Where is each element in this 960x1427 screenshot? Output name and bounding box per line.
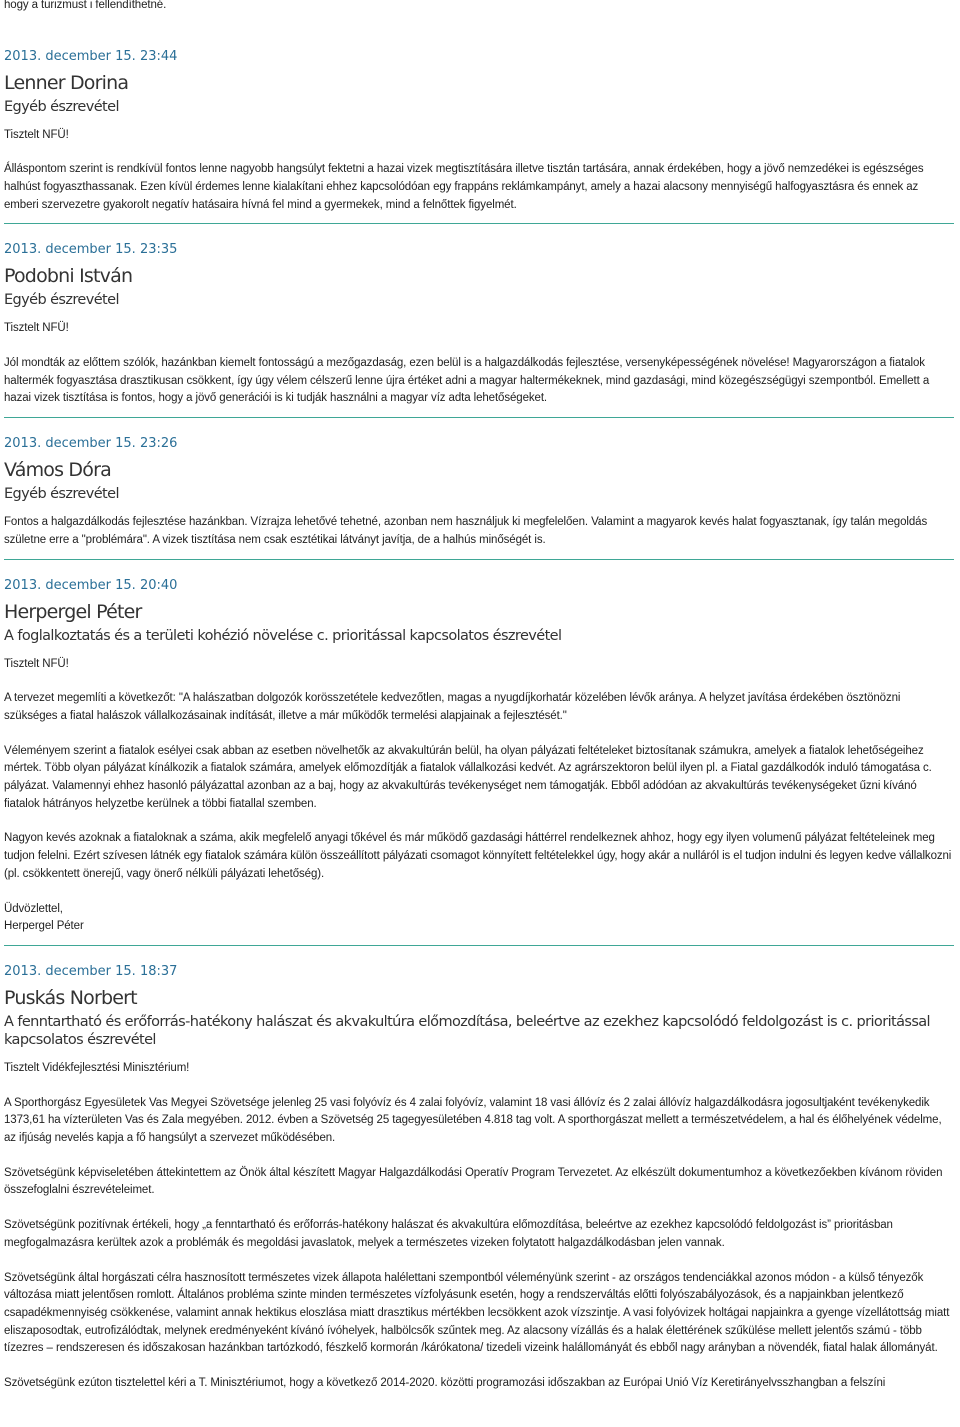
comment-paragraph: Álláspontom szerint is rendkívül fontos lenne nagyobb hangsúlyt fektetni a hazai vizek megtisztítására illetve tisztán tartására, annak érdekében, hogy a jövő nemzedékei is egészséges halhúst fogyaszthassanak. Ezen kívül érdemes lenne kialakítani ehhez kapcsolódóan egy frappáns reklámkampányt, amely a hazai alacsony mennyiségű halfogyasztásra és ennek az emberi szervezetre gyakorolt negatív hatásaira hívná fel mind a gyermekek, mind a felnőttek figyelmét. bbox=[4, 163, 924, 211]
comment-entry bbox=[4, 241, 954, 418]
comment-body bbox=[4, 127, 954, 215]
comment-author: Vámos Dóra bbox=[4, 459, 111, 482]
comment-author: Puskás Norbert bbox=[4, 986, 137, 1009]
comment-author: Lenner Dorina bbox=[4, 71, 129, 94]
comment-paragraph: Tisztelt Vidékfejlesztési Minisztérium! bbox=[4, 1061, 190, 1074]
comment-body bbox=[4, 1060, 954, 1393]
comment-category: A foglalkoztatás és a területi kohézió növelése c. prioritással kapcsolatos észrevétel bbox=[4, 627, 562, 644]
comment-entry bbox=[4, 963, 954, 1402]
comment-paragraph: Tisztelt NFÜ! bbox=[4, 657, 69, 670]
comment-category: Egyéb észrevétel bbox=[4, 486, 119, 503]
comment-list bbox=[4, 48, 954, 1402]
comment-category: Egyéb észrevétel bbox=[4, 98, 119, 115]
comment-paragraph: A tervezet megemlíti a következőt: "A halászatban dolgozók korösszetétele kedvezőtlen, magas a nyugdíjkorhatár közelében lévők aránya. A helyzet javítása érdekében ösztönözni szükséges a fiatal halászok vállalkozásainak indítását, illetve a már működők termelési alapjainak a fejlesztését." bbox=[4, 692, 901, 722]
comment-paragraph: Szövetségünk ezúton tisztelettel kéri a T. Minisztériumot, hogy a következő 2014-2020. közötti programozási időszakban az Európai Unió Víz Keretirányelvsszhangban a felszíni bbox=[4, 1377, 886, 1390]
comment-date: 2013. december 15. 23:44 bbox=[4, 48, 178, 64]
comment-paragraph: Tisztelt NFÜ! bbox=[4, 322, 69, 335]
comment-author: Herpergel Péter bbox=[4, 600, 142, 623]
comment-paragraph: Szövetségünk képviseletében áttekintettem az Önök által készített Magyar Halgazdálkodási Operatív Program Tervezetet. Az elkészült dokumentumhoz a következőekben kívánom röviden összefoglalni észrevételeimet. bbox=[4, 1166, 943, 1197]
comment-author: Podobni István bbox=[4, 265, 133, 288]
comment-entry bbox=[4, 48, 954, 225]
comment-body bbox=[4, 514, 954, 549]
comment-body bbox=[4, 656, 954, 936]
comment-paragraph: Üdvözlettel, Herpergel Péter bbox=[4, 902, 84, 933]
comment-entry bbox=[4, 435, 954, 559]
comment-paragraph: Szövetségünk pozitívnak értékeli, hogy „a fenntartható és erőforrás-hatékony halászat és akvakultúra előmozdítása, beleértve az ezekhez kapcsolódó feldolgozást is” prioritásban megfogalmazásra kerültek azok a problémák és megoldási javaslatok, melyek a természetes vizeken folytatott halgazdálkodásban jelen vannak. bbox=[4, 1219, 893, 1249]
comment-category: Egyéb észrevétel bbox=[4, 292, 119, 309]
comment-paragraph: Tisztelt NFÜ! bbox=[4, 128, 69, 141]
comment-paragraph: Fontos a halgazdálkodás fejlesztése hazánkban. Vízrajza lehetővé tehetné, azonban nem használjuk ki megfelelően. Valamint a magyarok kevés halat fogyasztanak, így talán megoldás születne erre a "problémára". A vizek tisztítása nem csak esztétikai látványt javítja, de a halhús minőségét is. bbox=[4, 516, 928, 546]
comment-category: A fenntartható és erőforrás-hatékony halászat és akvakultúra előmozdítása, beleértve az ezekhez kapcsolódó feldolgozást is c. prioritással kapcsolatos észrevétel bbox=[4, 1013, 930, 1048]
comment-paragraph: Véleményem szerint a fiatalok esélyei csak abban az esetben növelhetők az akvakultúrán belül, ha olyan pályázati feltételeket biztosítanak számukra, amelyek a fiatalok lehetőségeihez mértek. Több olyan pályázat kínálkozik a fiatalok számára, amelyek előmozdítják a fiatalok vállalkozási kedvét. Az agrárszektoron belül ilyen pl. a Fiatal gazdálkodók induló támogatása c. pályázat. Valamennyi ehhez hasonló pályázattal azonban az a baj, hogy az akvakultúrás tevékenységet nem támogatják. Ebből adódóan az akvakultúrás tevékenységeket űzni kívánó fiatalok hátrányos helyzetbe kerülnek a többi fiatallal szemben. bbox=[4, 744, 932, 810]
comment-body bbox=[4, 320, 954, 408]
comment-paragraph: A Sporthorgász Egyesületek Vas Megyei Szövetsége jelenleg 25 vasi folyóvíz és 4 zalai folyóvíz, valamint 18 vasi állóvíz és 2 zalai állóvíz halgazdálkodásra jogosultjaként tevékenykedik 1373,61 ha vízterületen Vas és Zala megyében. 2012. évben a Szövetség 25 tagegyesületében 4.818 tag volt. A sporthorgászat mellett a természetvédelem, a hal és élőhelyének védelme, az ifjúság nevelés kapja a fő hangsúlyt a szervezet működésében. bbox=[4, 1096, 942, 1145]
comment-date: 2013. december 15. 23:35 bbox=[4, 242, 178, 258]
comment-entry bbox=[4, 577, 954, 946]
comment-paragraph: Jól mondták az előttem szólók, hazánkban kiemelt fontosságú a mezőgazdaság, ezen belül is a halgazdálkodás fejlesztése, versenyképességének növelése! Magyarországon a fiatalok haltermék fogyasztása drasztikusan csökkent, így úgy vélem célszerű lenne újra értéket adni a magyar haltermékeknek, mind gazdasági, mind közegészségügyi szempontból. Emellett a hazai vizek tisztítása is fontos, hogy a jövő generációi is ki tudják használni a magyar víz adta lehetőségeket. bbox=[4, 357, 930, 405]
comment-date: 2013. december 15. 20:40 bbox=[4, 577, 178, 593]
comment-date: 2013. december 15. 23:26 bbox=[4, 436, 178, 452]
comment-paragraph: Nagyon kevés azoknak a fiataloknak a száma, akik megfelelő anyagi tőkével és már működő gazdasági háttérrel rendelkeznek ahhoz, hogy egy ilyen volumenű pályázat feltételeinek meg tudjon felelni. Ezért szívesen látnék egy fiatalok számára külön összeállított pályázati csomagot könnyített feltételekkel úgy, hogy akár a nulláról is el tudjon indulni és legyen kedve vállalkozni (pl. csökkentett önerejű, vagy önerő nélküli pályázati lehetőség). bbox=[4, 832, 952, 880]
intro-text: hogy a turizmust i fellendíthetné. bbox=[4, 0, 167, 11]
comment-paragraph: Szövetségünk által horgászati célra hasznosított természetes vizek állapota halélettani szempontból véleményünk szerint - az országos tendenciákkal azonos módon - a külső tényezők változása miatt jelentősen romlott. Általános probléma szinte minden természetes vízfolyásunk esetén, hogy a rendszerváltás előtti folyószabályozások, és a napjainkban jelentkező csapadékmennyiség csökkenése, valamint annak hektikus eloszlása miatt drasztikus mértékben lecsökkent azok vízszintje. A vasi folyóvizek holtágai napjainkra a gyenge vízellátottság miatt eliszaposodtak, eutrofizálódtak, melynek eredményeként kívánó ívóhelyek, halbölcsők szűntek meg. Az alacsony vízállás és a halak élettérének szűkülése mellett jelentős számú - több tízezres – rendszeresen és időszakosan hazánkban tartózkodó, fészkelő kormorán /kárókatona/ tizedeli vizeink halállományát és ebből nagy arányban a növendék, fiatal halak állományát. bbox=[4, 1271, 950, 1355]
comment-page bbox=[4, 0, 954, 1419]
comment-date: 2013. december 15. 18:37 bbox=[4, 963, 178, 979]
